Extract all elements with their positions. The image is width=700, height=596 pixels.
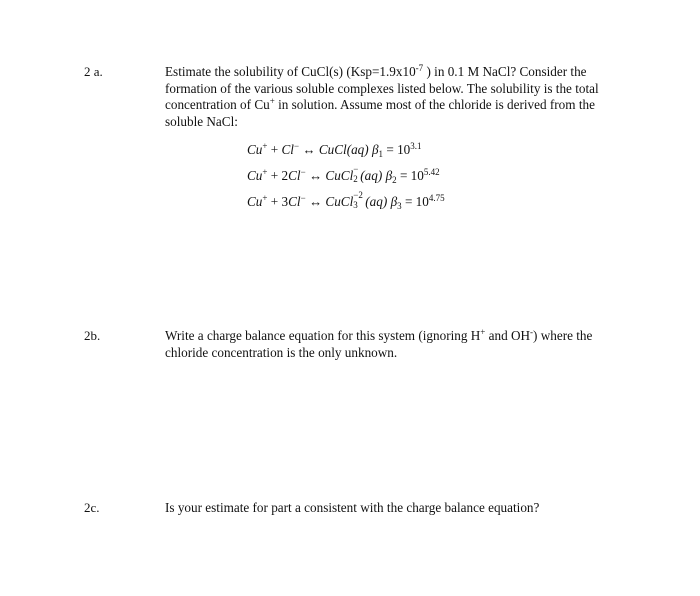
eq3-cu-charge: + [262,193,268,203]
question-2c-text: Is your estimate for part a consistent with the charge balance equation? [165,500,540,515]
eq3-cl-charge: − [300,193,306,203]
eq3-equals: = [401,194,416,209]
h-charge: + [480,327,486,337]
eq2-product: CuCl [325,168,354,183]
eq1-cu: Cu [247,142,263,157]
eq3-product: CuCl [325,194,354,209]
eq3-coefficient: 3 [281,194,289,209]
eq1-cl: Cl [281,142,294,157]
eq2-exponent: 5.42 [423,167,440,177]
q2b-text-part2: and OH [485,328,531,343]
eq3-product-subscript: 3 [353,200,358,210]
eq2-cu: Cu [247,168,263,183]
eq2-base: 10 [410,168,424,183]
q2a-text-part3: in solution. Assume most of the chloride is derived from the soluble NaCl: [165,97,595,129]
eq3-cu: Cu [247,194,263,209]
question-2b-text [165,328,635,361]
eq1-arrow: ↔ [299,142,319,157]
eq3-beta: β [390,194,398,209]
equation-3 [247,190,445,211]
eq2-product-subscript: 2 [353,174,358,184]
eq3-cl: Cl [288,194,301,209]
eq2-phase: (aq) [360,168,383,183]
eq3-plus: + [267,194,282,209]
eq2-cu-charge: + [262,167,268,177]
eq2-beta-index: 2 [392,175,397,185]
eq2-cl-charge: − [300,167,306,177]
question-2a-label: 2 a. [84,64,103,79]
eq1-beta-index: 1 [378,149,384,159]
eq3-product-charge: −2 [353,190,363,200]
eq1-product: CuCl [318,142,347,157]
equation-1 [247,142,422,158]
eq1-cu-charge: + [262,141,268,151]
eq2-plus: + [267,168,282,183]
eq1-cl-charge: − [293,141,300,151]
eq2-cl: Cl [288,168,301,183]
q2b-text-part1: Write a charge balance equation for this system (ignoring H [165,328,481,343]
question-2a-text [165,64,635,130]
eq2-arrow: ↔ [305,168,326,183]
eq3-base: 10 [415,194,429,209]
eq1-phase: (aq) [346,142,369,157]
equation-2 [247,164,440,185]
eq2-product-charge: − [353,164,359,174]
oh-charge: - [530,327,534,337]
eq3-exponent: 4.75 [428,193,445,203]
ksp-exponent: -7 [415,63,424,73]
eq1-beta: β [371,142,379,157]
q2a-text-part2: ) in 0.1 M NaCl? Consider the formation of the various soluble complexes listed below. The solubility is the total concentration of Cu [165,64,599,112]
eq3-phase: (aq) [365,194,388,209]
eq2-equals: = [396,168,411,183]
eq3-product-indices [353,190,365,210]
eq2-product-indices [353,164,360,184]
eq3-beta-index: 3 [397,201,402,211]
eq2-coefficient: 2 [281,168,289,183]
q2b-text-part3: ) where the chloride concentration is the only unknown. [165,328,593,360]
eq1-plus: + [267,142,282,157]
cu-charge: + [269,96,275,106]
question-2b-label: 2b. [84,328,101,343]
eq1-base: 10 [397,142,411,157]
eq3-arrow: ↔ [305,194,326,209]
eq1-exponent: 3.1 [410,141,422,151]
eq1-equals: = [383,142,398,157]
q2a-text-part1: Estimate the solubility of CuCl(s) (Ksp=1.9x10 [165,64,416,79]
question-2c-label: 2c. [84,500,100,515]
eq2-beta: β [385,168,393,183]
